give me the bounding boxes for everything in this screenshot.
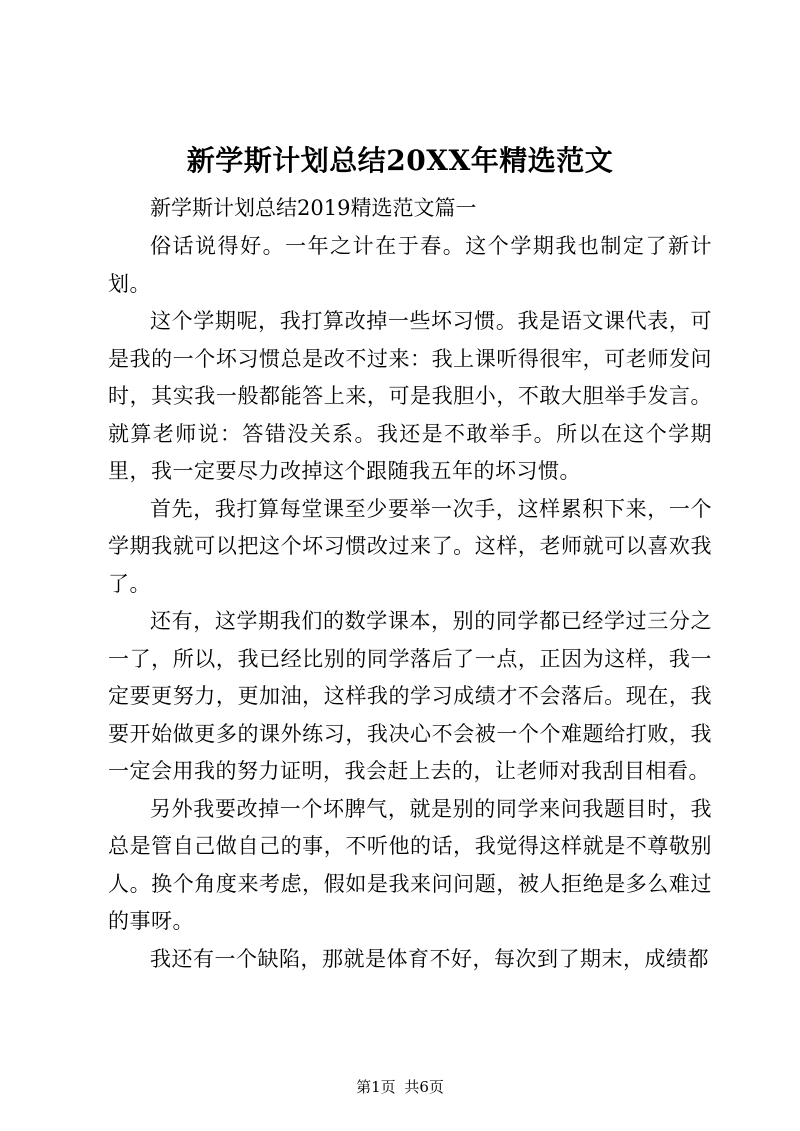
page-footer bbox=[0, 1075, 800, 1099]
page-total: 共6页 bbox=[404, 1078, 444, 1096]
paragraph: 另外我要改掉一个坏脾气，就是别的同学来问我题目时，我总是管自己做自己的事，不听他的话，我觉得这样就是不尊敬别人。换个角度来考虑，假如是我来问问题，被人拒绝是多么难过的事呀。 bbox=[108, 796, 712, 933]
paragraph: 首先，我打算每堂课至少要举一次手，这样累积下来，一个学期我就可以把这个坏习惯改过来了。这样，老师就可以喜欢我了。 bbox=[108, 496, 712, 596]
paragraph: 俗话说得好。一年之计在于春。这个学期我也制定了新计划。 bbox=[108, 234, 712, 296]
paragraph: 还有，这学期我们的数学课本，别的同学都已经学过三分之一了，所以，我已经比别的同学落后了一点，正因为这样，我一定要更努力，更加油，这样我的学习成绩才不会落后。现在，我要开始做更多的课外练习，我决心不会被一个个难题给打败，我一定会用我的努力证明，我会赶上去的，让老师对我刮目相看。 bbox=[108, 609, 712, 783]
page-number: 第1页 bbox=[356, 1078, 396, 1096]
document-title: 新学斯计划总结20XX年精选范文 bbox=[186, 144, 614, 177]
paragraph: 我还有一个缺陷，那就是体育不好，每次到了期末，成绩都 bbox=[150, 946, 709, 971]
paragraph: 这个学期呢，我打算改掉一些坏习惯。我是语文课代表，可是我的一个坏习惯总是改不过来：我上课听得很牢，可老师发问时，其实我一般都能答上来，可是我胆小，不敢大胆举手发言。就算老师说：答错没关系。我还是不敢举手。所以在这个学期里，我一定要尽力改掉这个跟随我五年的坏习惯。 bbox=[108, 309, 712, 483]
document-subtitle: 新学斯计划总结2019精选范文篇一 bbox=[150, 196, 477, 220]
document-body bbox=[108, 228, 712, 978]
